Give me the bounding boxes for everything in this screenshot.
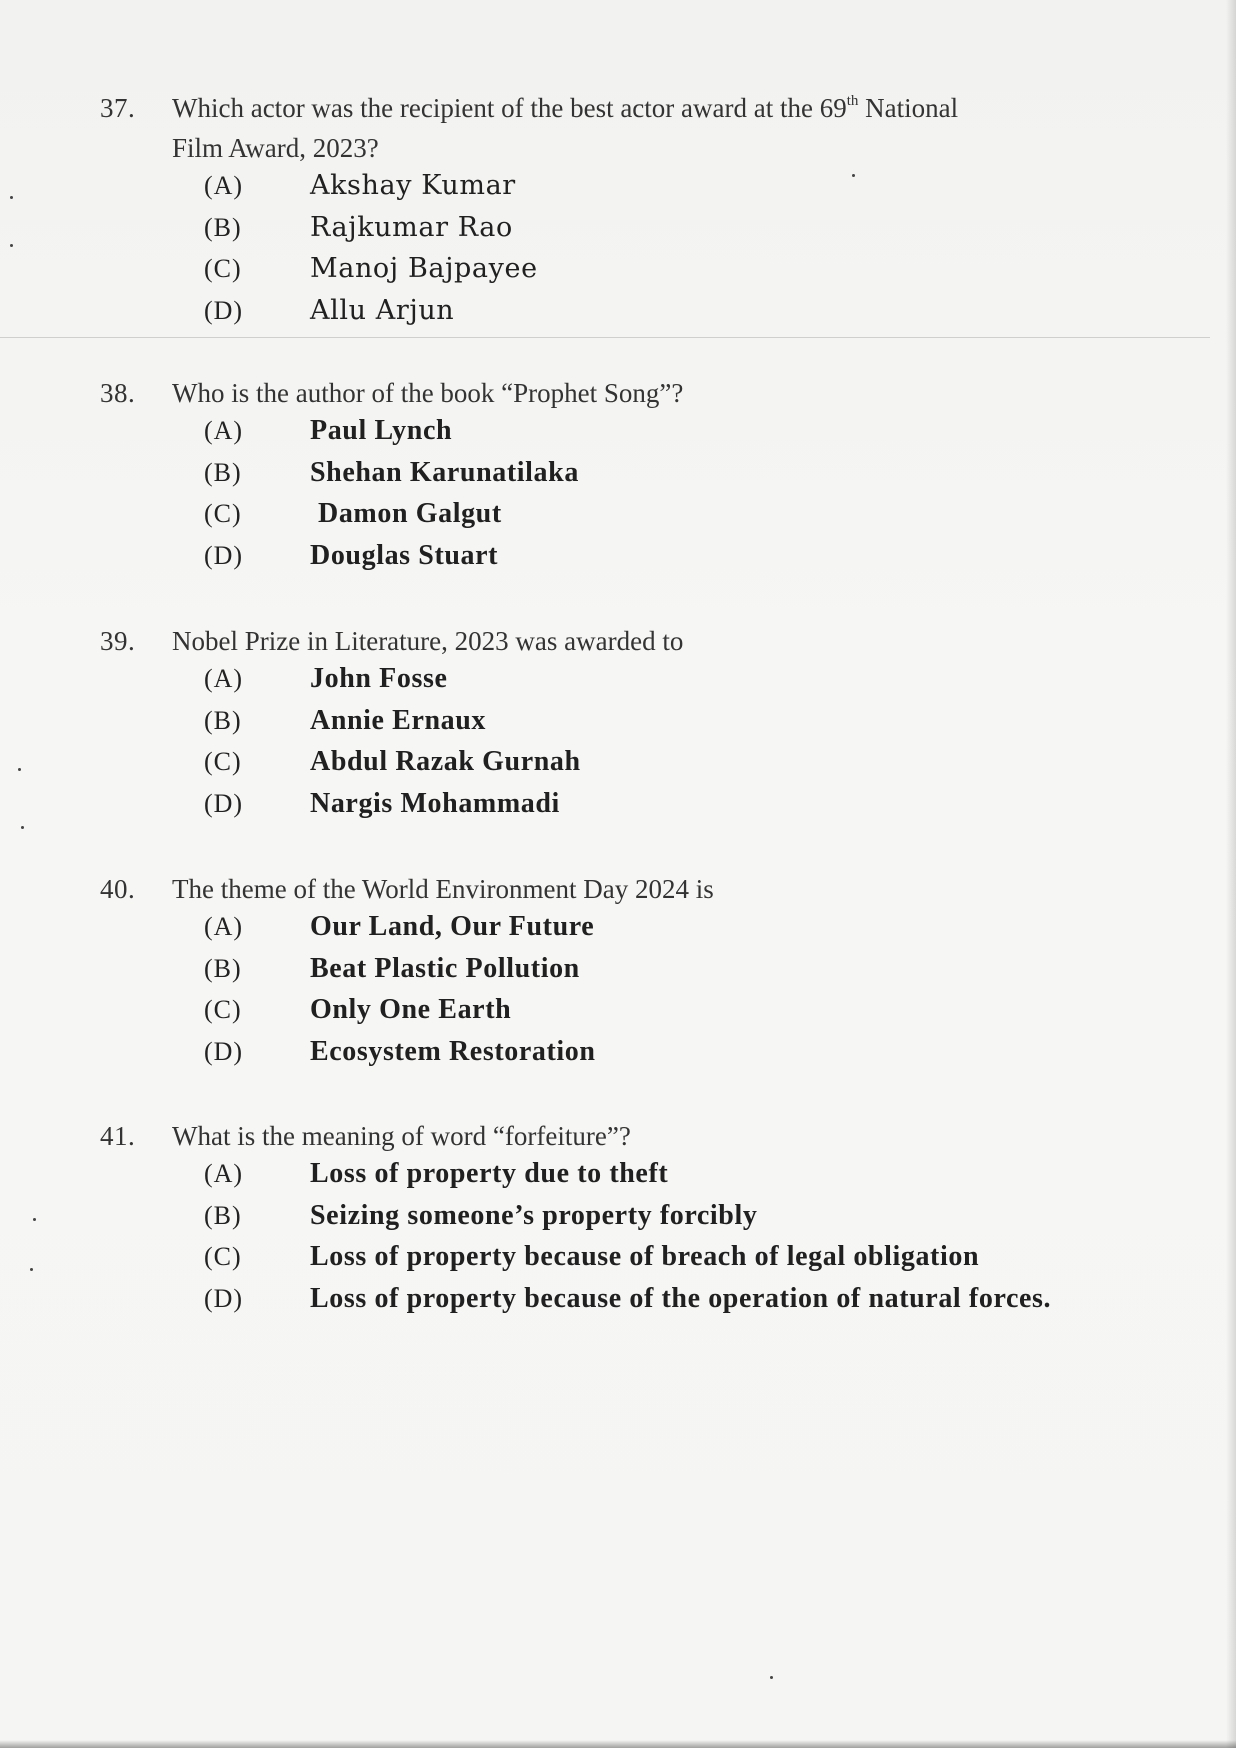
scan-speck [770, 1676, 773, 1679]
scan-speck [33, 1218, 36, 1221]
question-number: 40. [100, 874, 136, 904]
options-list [204, 911, 1100, 1077]
scan-speck [10, 196, 13, 199]
option-b: (B) Rajkumar Rao [204, 211, 513, 243]
question-40 [100, 869, 1100, 1077]
question-text: Who is the author of the book “Prophet Song”? [172, 378, 684, 408]
option-b: (B) Shehan Karunatilaka [204, 456, 579, 488]
question-text: What is the meaning of word “forfeiture”? [172, 1121, 631, 1151]
options-list [204, 415, 1100, 581]
question-number: 39. [100, 626, 136, 656]
option-c: (C) Damon Galgut [204, 498, 502, 529]
ordinal-superscript: th [846, 93, 859, 109]
question-41 [100, 1116, 1100, 1324]
option-d: (D) Loss of property because of the operation of natural forces. [204, 1282, 1052, 1314]
scan-fold-line [0, 337, 1210, 338]
question-38 [100, 373, 1100, 581]
option-a: (A) Our Land, Our Future [204, 911, 595, 942]
option-d: (D) Allu Arjun [204, 294, 455, 326]
question-text-line-2: Film Award, 2023? [172, 133, 379, 163]
question-text: Which actor was the recipient of the best actor award at the 69th National [172, 93, 959, 123]
option-d: (D) Douglas Stuart [204, 539, 499, 571]
scan-shadow-right [1226, 0, 1236, 1748]
question-number: 41. [100, 1121, 136, 1151]
option-a: (A) Paul Lynch [204, 415, 453, 446]
scan-speck [18, 768, 21, 771]
option-c: (C) Only One Earth [204, 994, 512, 1025]
options-list [204, 170, 1100, 336]
option-b: (B) Seizing someone’s property forcibly [204, 1199, 758, 1231]
question-37 [100, 88, 1100, 336]
option-b: (B) Beat Plastic Pollution [204, 952, 580, 984]
option-c: (C) Loss of property because of breach of legal obligation [204, 1241, 980, 1272]
question-number: 37. [100, 93, 136, 123]
option-a: (A) Akshay Kumar [204, 170, 516, 201]
scan-speck [21, 826, 24, 829]
question-39 [100, 621, 1100, 829]
option-c: (C) Abdul Razak Gurnah [204, 746, 581, 777]
option-d: (D) Ecosystem Restoration [204, 1035, 596, 1067]
option-a: (A) Loss of property due to theft [204, 1158, 669, 1189]
scan-shadow-bottom [0, 1740, 1236, 1748]
question-number: 38. [100, 378, 136, 408]
option-c: (C) Manoj Bajpayee [204, 253, 538, 284]
option-b: (B) Annie Ernaux [204, 704, 487, 736]
question-text: The theme of the World Environment Day 2024 is [172, 874, 714, 904]
option-a: (A) John Fosse [204, 663, 448, 694]
option-d: (D) Nargis Mohammadi [204, 787, 560, 819]
question-text: Nobel Prize in Literature, 2023 was awarded to [172, 626, 684, 656]
scan-speck [30, 1268, 33, 1271]
options-list [204, 663, 1100, 829]
options-list [204, 1158, 1100, 1324]
scan-speck [10, 244, 13, 247]
